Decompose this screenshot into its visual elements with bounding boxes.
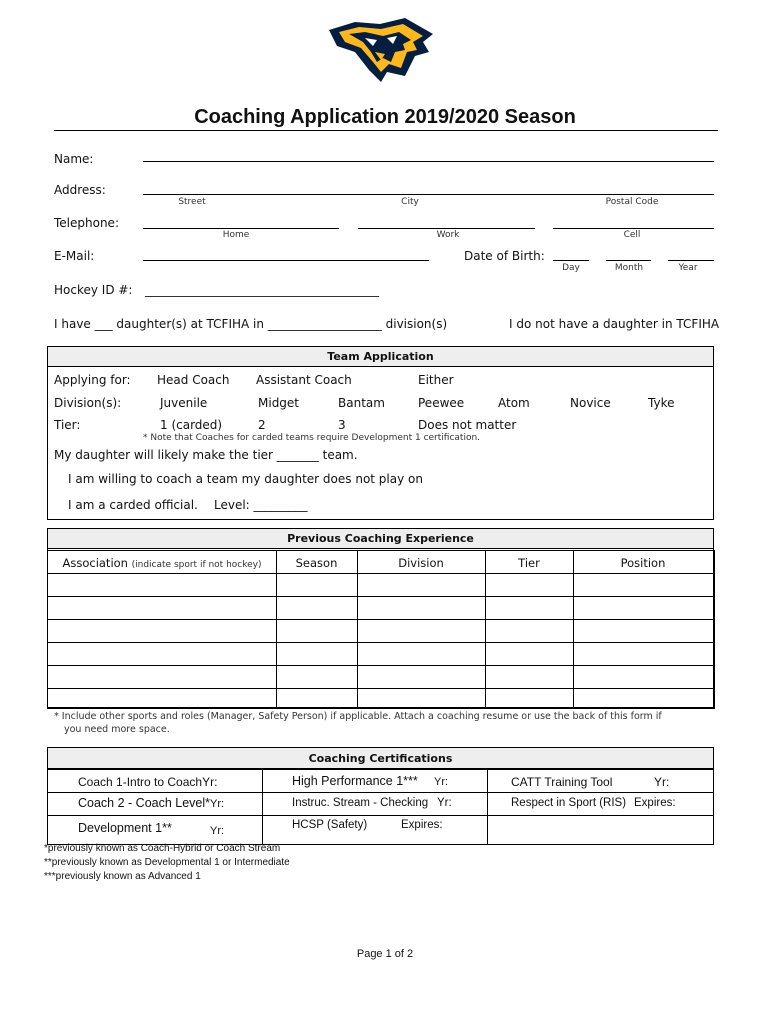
table-cell[interactable] (357, 642, 486, 666)
hockey-id-label: Hockey ID #: (54, 283, 133, 297)
tier-3[interactable]: 3 (338, 418, 346, 432)
experience-footnote-2: you need more space. (64, 724, 170, 735)
cert-coach2: Coach 2 - Coach Level* (78, 796, 211, 810)
table-cell[interactable] (485, 573, 574, 597)
email-label: E-Mail: (54, 249, 95, 263)
postal-code-label: Postal Code (605, 197, 659, 207)
team-application-header: Team Application (48, 347, 713, 367)
cert-is-yr: Yr: (437, 797, 452, 809)
cert-coach2-yr: Yr: (210, 798, 225, 810)
page-number: Page 1 of 2 (356, 948, 414, 960)
email-field[interactable] (143, 260, 429, 261)
cert-footnote-2: **previously known as Developmental 1 or Intermediate (44, 857, 290, 868)
option-assistant-coach[interactable]: Assistant Coach (256, 373, 352, 387)
dob-month-field[interactable] (606, 260, 651, 261)
work-label: Work (436, 230, 460, 240)
tier-label: Tier: (54, 418, 81, 432)
table-header-cell (276, 550, 358, 574)
division-juvenile[interactable]: Juvenile (160, 396, 208, 410)
col-tier: Tier (518, 556, 540, 570)
table-cell[interactable] (47, 665, 277, 689)
daughters-line[interactable]: I have ___ daughter(s) at TCFIHA in ___________________ division(s) (54, 317, 448, 331)
table-cell[interactable] (276, 596, 358, 620)
division-peewee[interactable]: Peewee (418, 396, 465, 410)
cert-hp-yr: Yr: (434, 776, 449, 788)
table-cell[interactable] (357, 596, 486, 620)
table-cell[interactable] (485, 688, 574, 709)
table-cell[interactable] (573, 573, 715, 597)
option-either[interactable]: Either (418, 373, 454, 387)
table-cell[interactable] (573, 665, 715, 689)
division-bantam[interactable]: Bantam (338, 396, 385, 410)
day-label: Day (562, 263, 580, 273)
table-cell[interactable] (485, 642, 574, 666)
option-head-coach[interactable]: Head Coach (157, 373, 230, 387)
certifications-header: Coaching Certifications (48, 748, 713, 769)
month-label: Month (614, 263, 644, 273)
table-cell[interactable] (573, 688, 715, 709)
table-cell[interactable] (47, 619, 277, 643)
table-cell[interactable] (485, 619, 574, 643)
page-title: Coaching Application 2019/2020 Season (194, 106, 576, 128)
level-field[interactable]: Level: _________ (214, 498, 308, 512)
cert-hcsp: HCSP (Safety) (292, 819, 368, 831)
division-tyke[interactable]: Tyke (648, 396, 675, 410)
cert-is: Instruc. Stream - Checking (292, 797, 429, 809)
table-cell[interactable] (357, 619, 486, 643)
title-rule (54, 130, 718, 131)
address-label: Address: (54, 183, 106, 197)
division-atom[interactable]: Atom (498, 396, 530, 410)
name-field[interactable] (143, 161, 714, 162)
home-phone-field[interactable] (143, 228, 339, 229)
cert-coach1: Coach 1-Intro to CoachYr: (78, 775, 218, 789)
year-label: Year (678, 263, 698, 273)
carded-note: * Note that Coaches for carded teams require Development 1 certification. (143, 433, 481, 443)
tier-does-not-matter[interactable]: Does not matter (418, 418, 517, 432)
table-cell[interactable] (47, 573, 277, 597)
col-division: Division (398, 556, 444, 570)
city-label: City (401, 197, 419, 207)
divisions-label: Division(s): (54, 396, 122, 410)
table-cell[interactable] (357, 688, 486, 709)
table-cell[interactable] (357, 665, 486, 689)
work-phone-field[interactable] (358, 228, 535, 229)
predators-logo (325, 12, 437, 82)
applying-for-label: Applying for: (54, 373, 131, 387)
cert-hcsp-expires: Expires: (401, 819, 443, 831)
col-association-label: Association (62, 556, 128, 570)
table-cell[interactable] (485, 665, 574, 689)
address-field[interactable] (143, 194, 714, 195)
cert-dev1-yr: Yr: (210, 825, 225, 837)
col-association-note: (indicate sport if not hockey) (131, 560, 262, 570)
experience-footnote-1: * Include other sports and roles (Manager, Safety Person) if applicable. Attach a coaching resume or use the back of this form if (54, 711, 662, 722)
cert-cell-empty[interactable] (487, 815, 714, 845)
experience-header: Previous Coaching Experience (48, 529, 713, 549)
division-midget[interactable]: Midget (258, 396, 300, 410)
table-cell[interactable] (47, 596, 277, 620)
cell-phone-field[interactable] (553, 228, 714, 229)
table-header-cell (357, 550, 486, 574)
dob-year-field[interactable] (668, 260, 714, 261)
cert-catt: CATT Training Tool (511, 775, 613, 789)
table-header-cell (485, 550, 574, 574)
telephone-label: Telephone: (54, 216, 119, 230)
table-cell[interactable] (47, 688, 277, 709)
daughter-tier-line[interactable]: My daughter will likely make the tier _______ team. (54, 448, 358, 462)
table-cell[interactable] (357, 573, 486, 597)
cert-catt-yr: Yr: (654, 775, 670, 789)
hockey-id-field[interactable]: _______________________________________ (145, 283, 379, 297)
cell-label: Cell (623, 230, 641, 240)
street-label: Street (178, 197, 206, 207)
cert-ris-expires: Expires: (634, 797, 676, 809)
table-cell[interactable] (276, 665, 358, 689)
cert-footnote-1: *previously known as Coach-Hybrid or Coach Stream (44, 843, 281, 854)
col-position: Position (620, 556, 666, 570)
table-header-cell (573, 550, 715, 574)
cert-dev1: Development 1** (78, 821, 172, 835)
cert-ris: Respect in Sport (RIS) (511, 797, 627, 809)
division-novice[interactable]: Novice (570, 396, 611, 410)
name-label: Name: (54, 152, 94, 166)
cert-footnote-3: ***previously known as Advanced 1 (44, 871, 201, 882)
table-cell[interactable] (276, 573, 358, 597)
table-cell[interactable] (276, 619, 358, 643)
carded-official-option[interactable]: I am a carded official. (68, 498, 198, 512)
table-cell[interactable] (573, 619, 715, 643)
table-cell[interactable] (276, 642, 358, 666)
table-cell[interactable] (47, 642, 277, 666)
tier-1-carded[interactable]: 1 (carded) (160, 418, 223, 432)
willing-option[interactable]: I am willing to coach a team my daughter does not play on (68, 472, 423, 486)
tier-2[interactable]: 2 (258, 418, 266, 432)
table-cell[interactable] (573, 642, 715, 666)
cert-hp: High Performance 1*** (292, 774, 418, 788)
no-daughter-option[interactable]: I do not have a daughter in TCFIHA (509, 317, 720, 331)
table-cell[interactable] (276, 688, 358, 709)
home-label: Home (222, 230, 250, 240)
dob-day-field[interactable] (553, 260, 589, 261)
table-cell[interactable] (573, 596, 715, 620)
table-header-cell (47, 550, 277, 574)
dob-label: Date of Birth: (464, 249, 545, 263)
table-cell[interactable] (485, 596, 574, 620)
col-season: Season (295, 556, 338, 570)
